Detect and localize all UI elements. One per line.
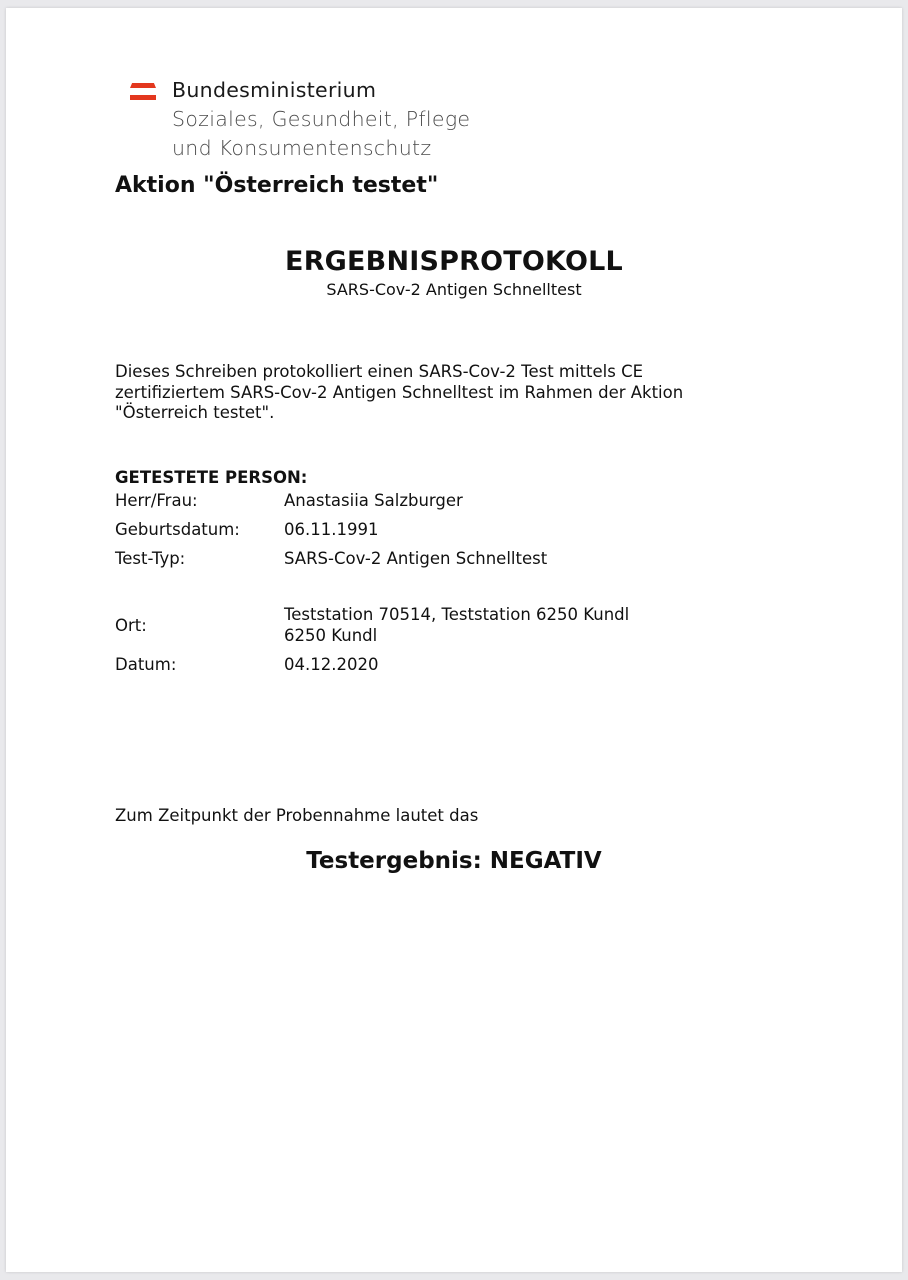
field-value	[284, 604, 629, 646]
field-value: 06.11.1991	[284, 520, 379, 539]
field-value: 04.12.2020	[284, 655, 379, 674]
field-label: Datum:	[115, 655, 177, 674]
field-label: Geburtsdatum:	[115, 520, 240, 539]
intro-line: "Österreich testet".	[115, 403, 275, 422]
field-value: Anastasiia Salzburger	[284, 491, 463, 510]
field-label: Herr/Frau:	[115, 491, 198, 510]
field-label: Test-Typ:	[115, 549, 186, 568]
location-line: 6250 Kundl	[284, 626, 378, 645]
ministry-name-line3: und Konsumentenschutz	[172, 136, 432, 160]
intro-line: Dieses Schreiben protokolliert einen SARS-Cov-2 Test mittels CE	[115, 362, 644, 381]
field-label: Ort:	[115, 616, 147, 635]
austria-flag-icon	[130, 83, 156, 103]
intro-line: zertifiziertem SARS-Cov-2 Antigen Schnelltest im Rahmen der Aktion	[115, 382, 684, 402]
person-section-title: GETESTETE PERSON:	[115, 468, 308, 487]
document-subtitle: SARS-Cov-2 Antigen Schnelltest	[326, 280, 582, 299]
document-title: ERGEBNISPROTOKOLL	[285, 246, 623, 277]
document-page	[6, 8, 902, 1272]
field-row-location	[115, 604, 815, 646]
field-value: SARS-Cov-2 Antigen Schnelltest	[284, 549, 548, 568]
test-result: Testergebnis: NEGATIV	[306, 848, 602, 874]
intro-paragraph	[115, 362, 795, 424]
ministry-name-line1: Bundesministerium	[172, 78, 377, 102]
action-title: Aktion "Österreich testet"	[115, 173, 439, 198]
ministry-name-line2: Soziales, Gesundheit, Pflege	[172, 107, 471, 131]
ministry-name	[172, 76, 572, 163]
closing-text: Zum Zeitpunkt der Probennahme lautet das	[115, 806, 479, 825]
location-line: Teststation 70514, Teststation 6250 Kundl	[284, 605, 630, 624]
